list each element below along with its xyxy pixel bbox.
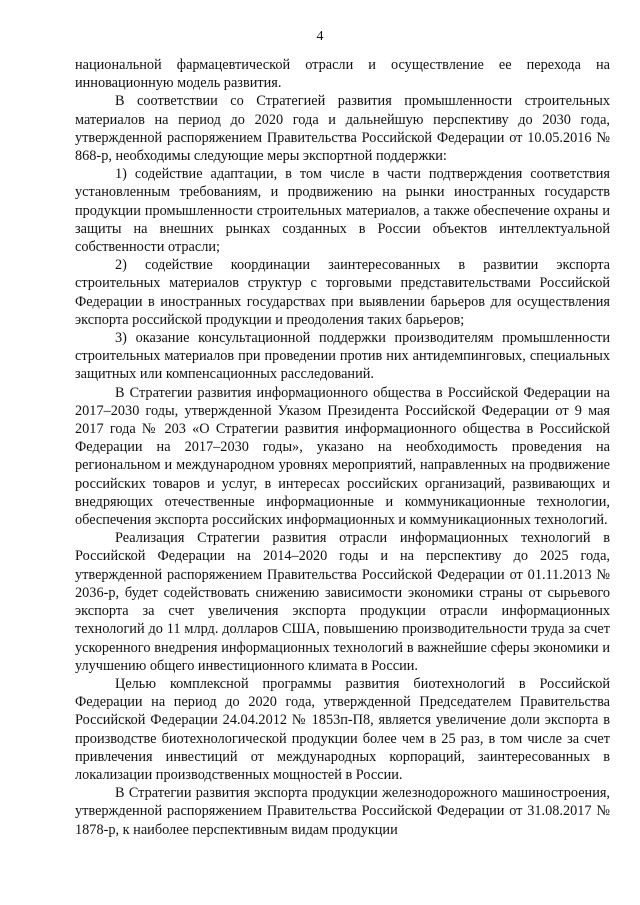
paragraph-building-materials-strategy: В соответствии со Стратегией развития промышленности строительных материалов на период до 2020 года и дальнейшую перспективу до 2030 года, утвержденной распоряжением Правительства Российской Федерации от 10.05.2016 № 868-р, необходимы следующие меры экспортной поддержки: [75, 93, 610, 165]
paragraph-biotechnology: Целью комплексной программы развития биотехнологий в Российской Федерации на период до 2020 года, утвержденной Председателем Правительства Российской Федерации 24.04.2012 № 1853п-П8, является увеличение доли экспорта в производстве биотехнологической продукции более чем в 25 раз, в том числе за счет привлечения инвестиций от международных корпораций, заинтересованных в локализации производственных мощностей в России. [75, 675, 610, 783]
document-body [75, 56, 610, 839]
page-number: 4 [316, 29, 324, 44]
paragraph-information-society: В Стратегии развития информационного общества в Российской Федерации на 2017–2030 годы, утвержденной Указом Президента Российской Федерации от 9 мая 2017 года № 203 «О Стратегии развития информационного общества в Российской Федерации на 2017–2030 годы», указано на необходимость проведения на региональном и международном уровнях мероприятий, направленных на продвижение российских товаров и услуг, в интересах российских организаций, развивающих и внедряющих отечественные информационные и коммуникационные технологии, обеспечения экспорта российских информационных и коммуникационных технологий. [75, 384, 610, 529]
paragraph-continuation: национальной фармацевтической отрасли и осуществление ее перехода на инновационную модель развития. [75, 57, 610, 92]
list-item-1: 1) содействие адаптации, в том числе в части подтверждения соответствия установленным требованиям, и продвижению на рынки иностранных государств продукции промышленности строительных материалов, а также обеспечение охраны и защиты на внешних рынках созданных в России объектов интеллектуальной собственности отрасли; [75, 166, 610, 256]
list-item-3: 3) оказание консультационной поддержки производителям промышленности строительных материалов при проведении против них антидемпинговых, специальных защитных или компенсационных расследований. [75, 330, 610, 383]
paragraph-it-industry: Реализация Стратегии развития отрасли информационных технологий в Российской Федерации на 2014–2020 годы и на перспективу до 2025 года, утвержденной распоряжением Правительства Российской Федерации от 01.11.2013 № 2036-р, будет содействовать снижению зависимости экономики страны от сырьевого экспорта за счет увеличения экспорта продукции отрасли информационных технологий до 11 млрд. долларов США, повышению производительности труда за счет ускоренного внедрения информационных технологий в важнейшие сферы экономики и улучшению общего инвестиционного климата в России. [75, 530, 610, 674]
paragraph-railway-engineering: В Стратегии развития экспорта продукции железнодорожного машиностроения, утвержденной распоряжением Правительства Российской Федерации от 31.08.2017 № 1878-р, к наиболее перспективным видам продукции [75, 785, 610, 838]
list-item-2: 2) содействие координации заинтересованных в развитии экспорта строительных материалов структур с торговыми представительствами Российской Федерации в иностранных государствах при выявлении барьеров для осуществления экспорта российской продукции и преодоления таких барьеров; [75, 257, 610, 328]
